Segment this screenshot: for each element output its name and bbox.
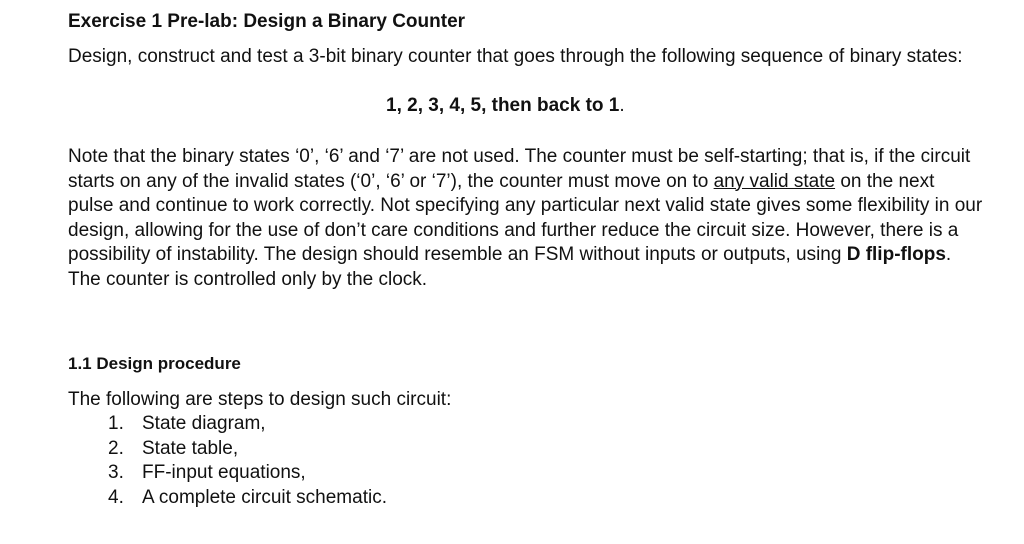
note-bold-text: D flip-flops (846, 244, 946, 265)
list-item-number: 1. (108, 413, 124, 434)
note-text-1: Note that the binary states ‘0’, ‘6’ and ‘7’ are not used. The counter must be self-starting; that is, if the circuit starts on any of the invalid states (‘0’, ‘6’ or ‘7’), the counter must move on to (68, 146, 971, 192)
section-heading: 1.1 Design procedure (68, 354, 241, 373)
steps-intro: The following are steps to design such circuit: (68, 389, 452, 410)
list-item (108, 461, 387, 486)
list-item (108, 437, 387, 462)
note-paragraph (68, 145, 983, 292)
list-item-text: A complete circuit schematic. (142, 487, 387, 509)
note-text-2: on the next pulse and continue to work correctly. Not specifying any particular next valid state gives some flexibility in our design, allowing for the use of don’t care conditions and further reduce the circuit size. However, there is a possibility of instability. The design should resemble an FSM without inputs or outputs, using (68, 170, 983, 265)
intro-paragraph: Design, construct and test a 3-bit binary counter that goes through the following sequence of binary states: (68, 46, 963, 67)
list-item-text: State table, (142, 437, 239, 459)
note-text-3: . The counter is controlled only by the clock. (68, 244, 952, 290)
list-item-number: 3. (108, 462, 124, 484)
list-item (108, 486, 387, 511)
steps-list (108, 412, 387, 511)
list-item-number: 4. (108, 487, 124, 509)
list-item (108, 412, 387, 437)
exercise-heading: Exercise 1 Pre-lab: Design a Binary Counter (68, 11, 466, 32)
note-underlined-text: any valid state (713, 170, 836, 192)
list-item-text: State diagram, (142, 413, 266, 434)
list-item-number: 2. (108, 437, 124, 459)
state-sequence-bold: 1, 2, 3, 4, 5, then back to 1 (386, 95, 620, 116)
state-sequence-period: . (619, 95, 625, 116)
state-sequence (386, 94, 625, 118)
list-item-text: FF-input equations, (142, 462, 306, 484)
